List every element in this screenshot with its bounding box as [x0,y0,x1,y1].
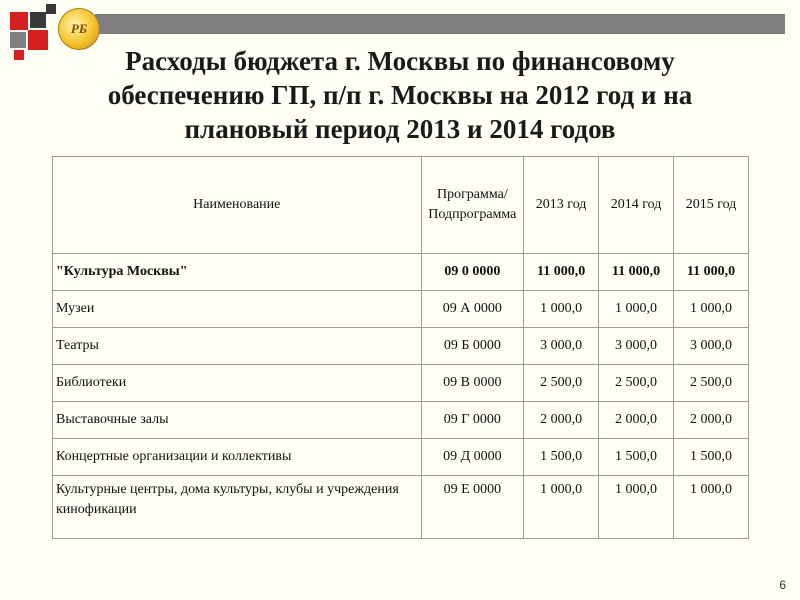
table-row [53,328,749,365]
row-name: Концертные организации и коллективы [53,439,422,476]
row-name: Библиотеки [53,365,422,402]
header-year-1: 2013 год [524,157,599,254]
row-value-2: 1 500,0 [599,439,674,476]
row-value-1: 3 000,0 [524,328,599,365]
row-code: 09 Г 0000 [421,402,524,439]
row-value-2: 1 000,0 [599,476,674,539]
row-value-3: 11 000,0 [674,254,749,291]
row-name: Культурные центры, дома культуры, клубы и учреждения кинофикации [53,476,422,539]
row-name: Театры [53,328,422,365]
row-value-3: 1 000,0 [674,476,749,539]
row-value-2: 11 000,0 [599,254,674,291]
row-value-1: 11 000,0 [524,254,599,291]
title-line: обеспечению ГП, п/п г. Москвы на 2012 год и на [107,80,693,110]
logo-text: РБ [70,21,88,36]
row-value-1: 1 000,0 [524,291,599,328]
budget-table [52,156,749,539]
header-program: Программа/ Подпрограмма [421,157,524,254]
decor-square [10,12,28,30]
row-value-3: 2 500,0 [674,365,749,402]
page-number: 6 [779,578,786,592]
header-year-2: 2014 год [599,157,674,254]
row-name: "Культура Москвы" [53,254,422,291]
header-bar [95,14,785,34]
title-line: Расходы бюджета г. Москвы по финансовому [125,46,675,76]
table-row [53,476,749,539]
row-value-2: 2 000,0 [599,402,674,439]
row-code: 09 0 0000 [421,254,524,291]
header-year-3: 2015 год [674,157,749,254]
table-row [53,402,749,439]
row-value-1: 1 000,0 [524,476,599,539]
row-code: 09 А 0000 [421,291,524,328]
row-name: Музеи [53,291,422,328]
table-header-row [53,157,749,254]
row-value-1: 2 500,0 [524,365,599,402]
row-code: 09 Д 0000 [421,439,524,476]
row-name: Выставочные залы [53,402,422,439]
header-name: Наименование [53,157,422,254]
row-code: 09 В 0000 [421,365,524,402]
table-row [53,254,749,291]
slide-title [40,44,760,146]
decor-square [14,50,24,60]
table-row [53,365,749,402]
decor-square [46,4,56,14]
row-value-2: 3 000,0 [599,328,674,365]
row-value-1: 2 000,0 [524,402,599,439]
table-row [53,291,749,328]
table-row [53,439,749,476]
row-value-3: 3 000,0 [674,328,749,365]
row-code: 09 Е 0000 [421,476,524,539]
row-value-3: 2 000,0 [674,402,749,439]
row-value-1: 1 500,0 [524,439,599,476]
row-value-3: 1 500,0 [674,439,749,476]
row-value-2: 2 500,0 [599,365,674,402]
row-value-3: 1 000,0 [674,291,749,328]
decor-square [30,12,46,28]
row-value-2: 1 000,0 [599,291,674,328]
decor-square [10,32,26,48]
title-line: плановый период 2013 и 2014 годов [184,114,616,144]
row-code: 09 Б 0000 [421,328,524,365]
